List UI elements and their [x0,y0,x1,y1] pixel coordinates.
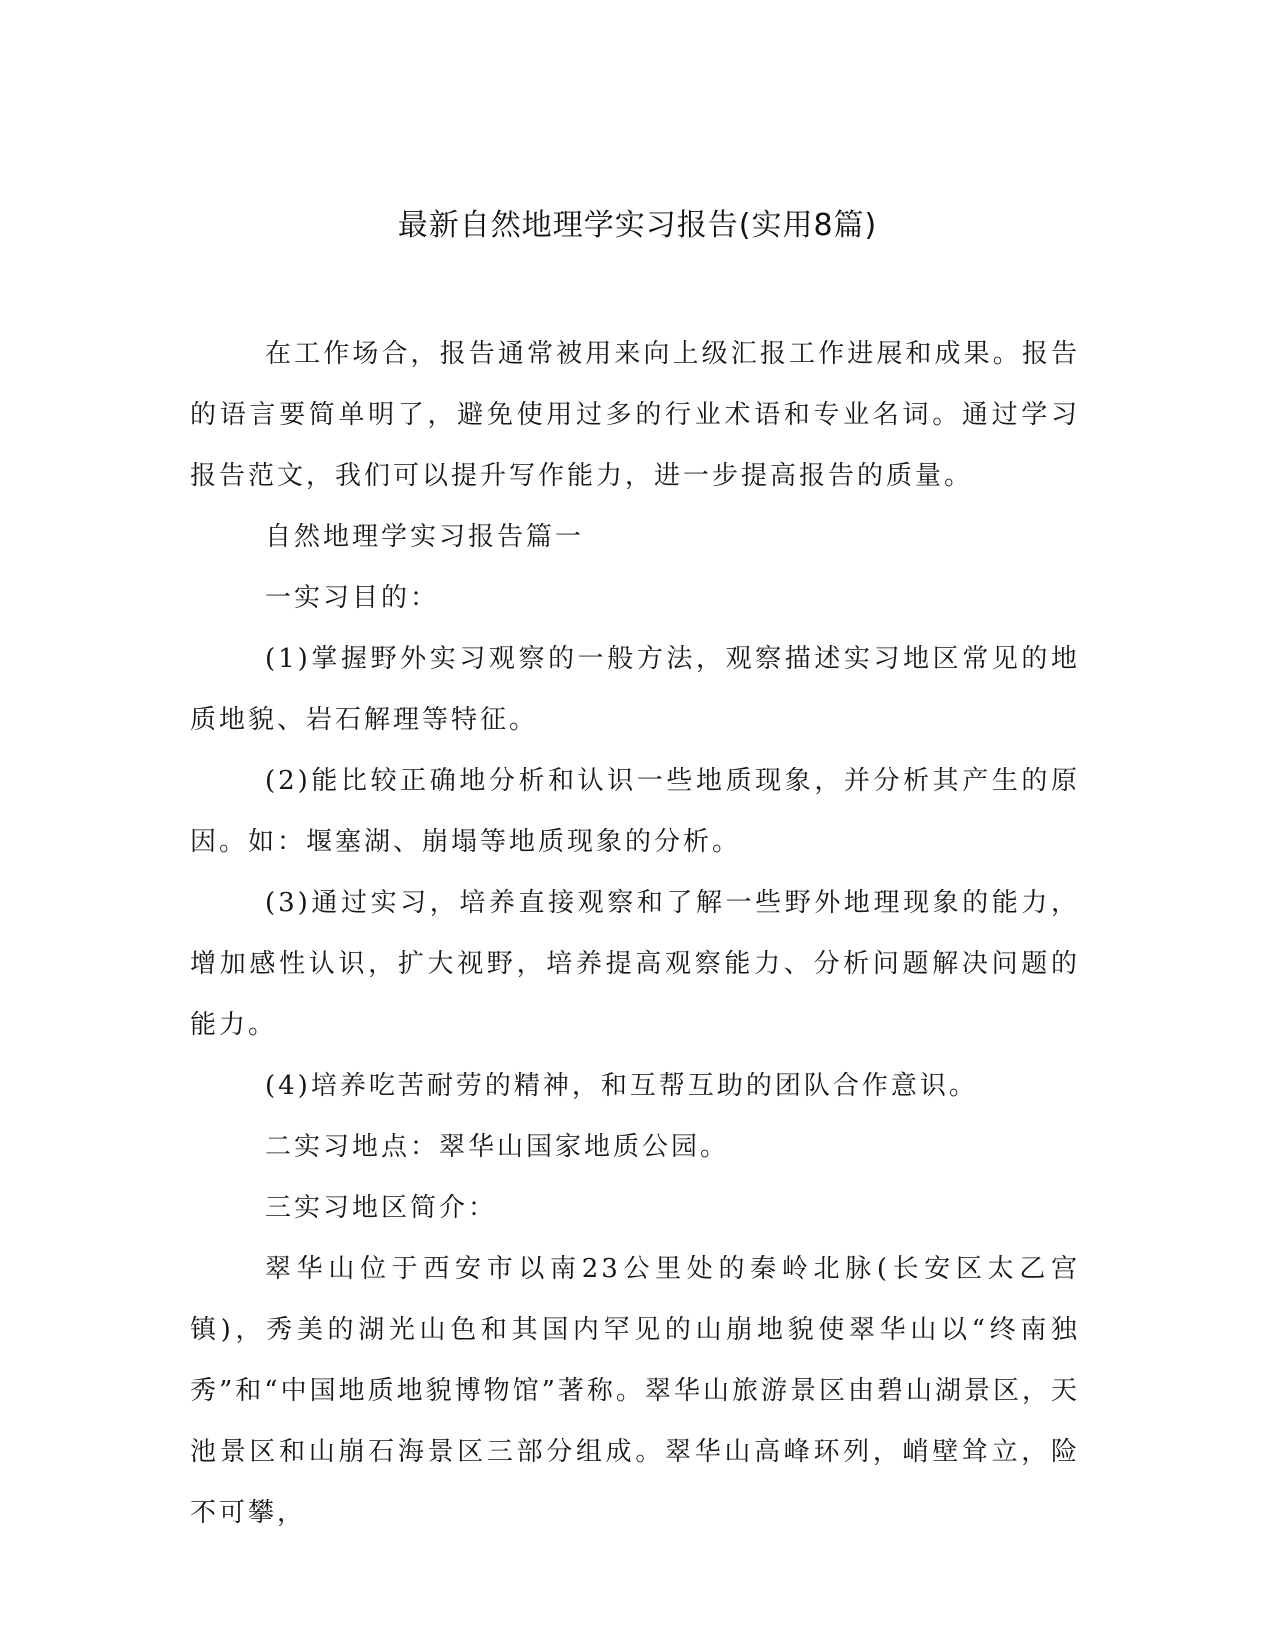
heading-area-introduction: 三实习地区简介： [265,1193,498,1223]
heading-internship-purpose: 一实习目的： [265,583,440,613]
section-heading-part-one: 自然地理学实习报告篇一 [265,522,585,552]
purpose-item-3: (3)通过实习，培养直接观察和了解一些野外地理现象的能力，增加感性认识，扩大视野，培养提高观察能力、分析问题解决问题的能力。 [190,888,1080,1040]
purpose-item-2: (2)能比较正确地分析和认识一些地质现象，并分析其产生的原因。如：堰塞湖、崩塌等地质现象的分析。 [190,766,1080,857]
paragraph-intro: 在工作场合，报告通常被用来向上级汇报工作进展和成果。报告的语言要简单明了，避免使用过多的行业术语和专业名词。通过学习报告范文，我们可以提升写作能力，进一步提高报告的质量。 [190,339,1080,491]
document-title: 最新自然地理学实习报告(实用8篇) [397,208,878,243]
purpose-item-4: (4)培养吃苦耐劳的精神，和互帮互助的团队合作意识。 [265,1071,978,1101]
purpose-item-1: (1)掌握野外实习观察的一般方法，观察描述实习地区常见的地质地貌、岩石解理等特征。 [190,644,1080,735]
heading-internship-location: 二实习地点：翠华山国家地质公园。 [265,1132,730,1162]
paragraph-area-description: 翠华山位于西安市以南23公里处的秦岭北脉(长安区太乙宫镇)，秀美的湖光山色和其国内罕见的山崩地貌使翠华山以“终南独秀”和“中国地质地貌博物馆”著称。翠华山旅游景区由碧山湖景区，天池景区和山崩石海景区三部分组成。翠华山高峰环列，峭壁耸立，险不可攀， [190,1254,1080,1528]
document-body [190,324,1080,1544]
